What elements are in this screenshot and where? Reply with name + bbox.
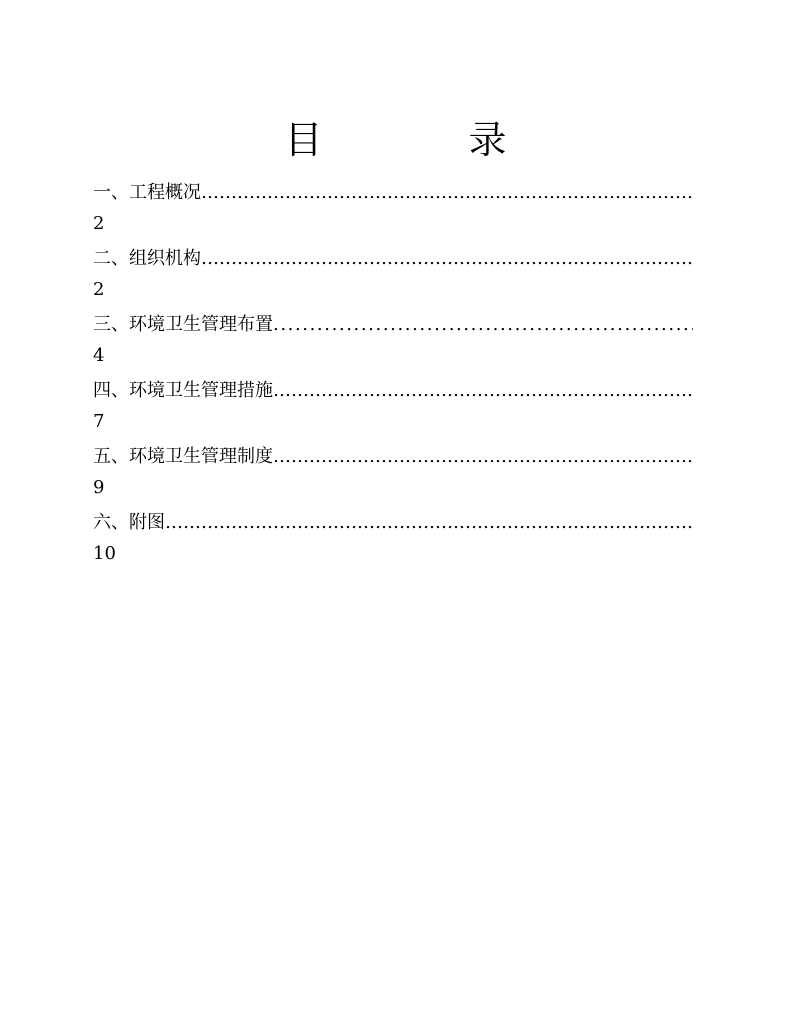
toc-entry[interactable] <box>93 508 693 574</box>
dot-leader <box>201 178 693 208</box>
toc-entry-label: 三、环境卫生管理布置 <box>93 314 273 335</box>
toc-entry-page-number: 7 <box>93 411 105 432</box>
toc-entry-page-number: 2 <box>93 279 105 300</box>
toc-title: 目 录 <box>284 118 561 162</box>
toc-entry-line <box>93 244 693 274</box>
toc-entry-page-number: 4 <box>93 345 105 366</box>
toc-entry-label: 二、组织机构 <box>93 248 201 269</box>
toc-entry-line <box>93 376 693 406</box>
toc-entry-line <box>93 178 693 208</box>
toc-entry-page-number: 10 <box>93 543 116 564</box>
toc-entry-page-number: 9 <box>93 477 105 498</box>
toc-entry-label: 一、工程概况 <box>93 182 201 203</box>
toc-entry[interactable] <box>93 178 693 244</box>
toc-entry-line <box>93 310 693 340</box>
dot-leader <box>273 442 693 472</box>
dot-leader <box>165 508 693 538</box>
toc-entry[interactable] <box>93 376 693 442</box>
dot-leader <box>273 376 693 406</box>
toc-entry-label: 五、环境卫生管理制度 <box>93 446 273 467</box>
toc-entry-page-number: 2 <box>93 213 105 234</box>
dot-leader <box>201 244 693 274</box>
dot-leader <box>273 310 693 340</box>
toc-entry-line <box>93 442 693 472</box>
toc-entry-label: 六、附图 <box>93 512 165 533</box>
toc-entry[interactable] <box>93 310 693 376</box>
toc-list <box>93 178 693 574</box>
toc-entry[interactable] <box>93 442 693 508</box>
toc-entry-label: 四、环境卫生管理措施 <box>93 380 273 401</box>
toc-entry-line <box>93 508 693 538</box>
toc-entry[interactable] <box>93 244 693 310</box>
